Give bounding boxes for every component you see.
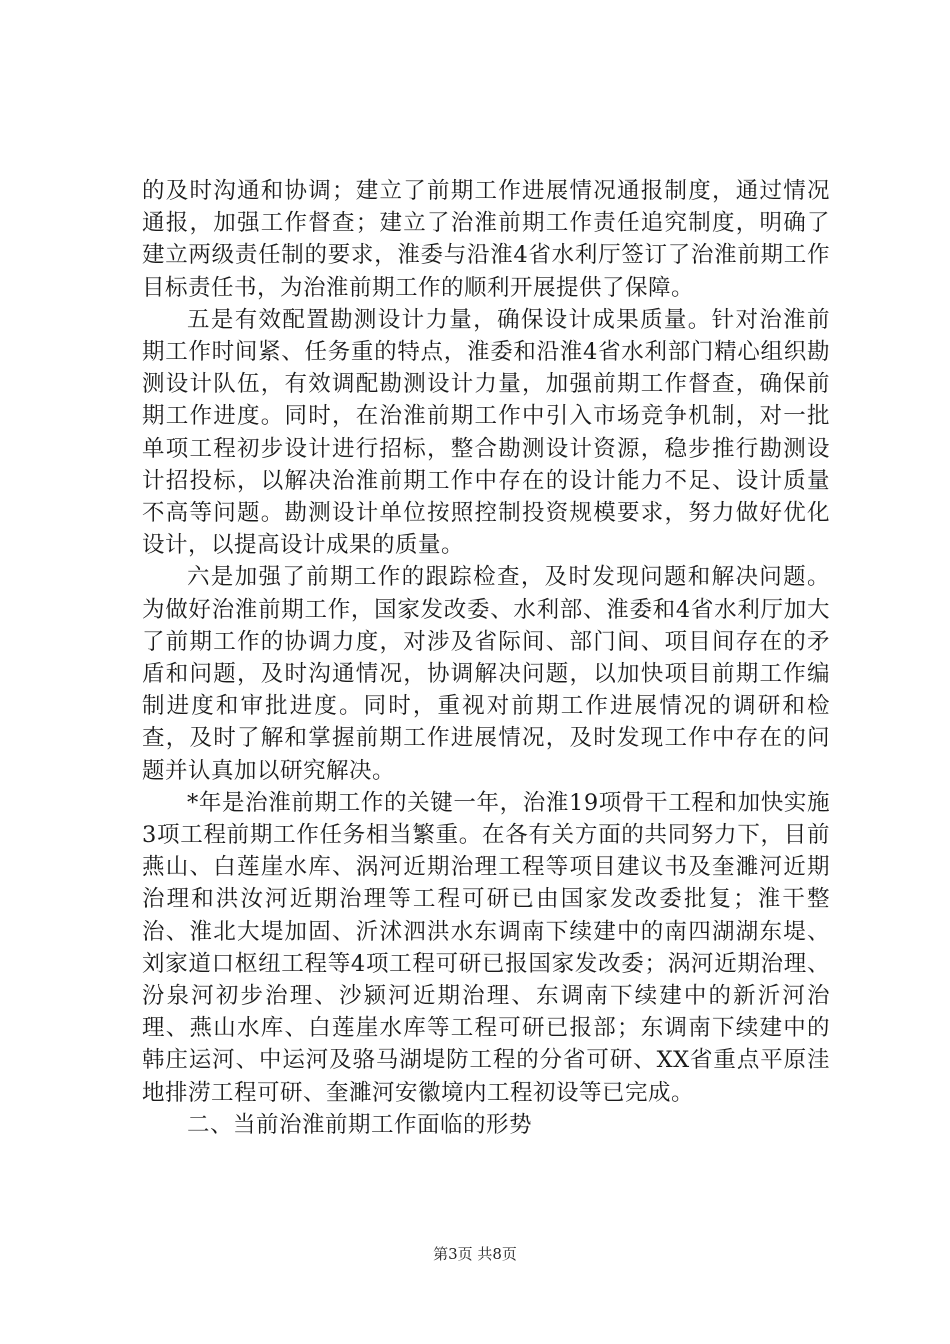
paragraph-point-six: 六是加强了前期工作的跟踪检查，及时发现问题和解决问题。为做好治淮前期工作，国家发改委、水利部、淮委和4省水利厅加大了前期工作的协调力度，对涉及省际间、部门间、项目间存在的矛盾和问题，及时沟通情况，协调解决问题，以加快项目前期工作编制进度和审批进度。同时，重视对前期工作进展情况的调研和检查，及时了解和掌握前期工作进展情况，及时发现工作中存在的问题并认真加以研究解决。 xyxy=(142,564,830,784)
paragraph-year-summary: *年是治淮前期工作的关键一年，治淮19项骨干工程和加快实施3项工程前期工作任务相当繁重。在各有关方面的共同努力下，目前燕山、白莲崖水库、涡河近期治理工程等项目建议书及奎濉河近期治理和洪汝河近期治理等工程可研已由国家发改委批复；淮干整治、淮北大堤加固、沂沭泗洪水东调南下续建中的南四湖湖东堤、刘家道口枢纽工程等4项工程可研已报国家发改委；涡河近期治理、汾泉河初步治理、沙颍河近期治理、东调南下续建中的新沂河治理、燕山水库、白莲崖水库等工程可研已报部；东调南下续建中的韩庄运河、中运河及骆马湖堤防工程的分省可研、XX省重点平原洼地排涝工程可研、奎濉河安徽境内工程初设等已完成。 xyxy=(142,789,830,1106)
document-body xyxy=(142,175,830,1141)
page-footer xyxy=(0,1244,950,1264)
paragraph-point-five: 五是有效配置勘测设计力量，确保设计成果质量。针对治淮前期工作时间紧、任务重的特点，淮委和沿淮4省水利部门精心组织勘测设计队伍，有效调配勘测设计力量，加强前期工作督查，确保前期工作进度。同时，在治淮前期工作中引入市场竞争机制，对一批单项工程初步设计进行招标，整合勘测设计资源，稳步推行勘测设计招投标，以解决治淮前期工作中存在的设计能力不足、设计质量不高等问题。勘测设计单位按照控制投资规模要求，努力做好优化设计，以提高设计成果的质量。 xyxy=(142,306,830,559)
section-heading-two: 二、当前治淮前期工作面临的形势 xyxy=(187,1111,533,1138)
page-number-label: 第3页 共8页 xyxy=(433,1245,517,1263)
paragraph-continuation: 的及时沟通和协调；建立了前期工作进展情况通报制度，通过情况通报，加强工作督查；建立了治淮前期工作责任追究制度，明确了建立两级责任制的要求，淮委与沿淮4省水利厅签订了治淮前期工作目标责任书，为治淮前期工作的顺利开展提供了保障。 xyxy=(142,178,830,301)
